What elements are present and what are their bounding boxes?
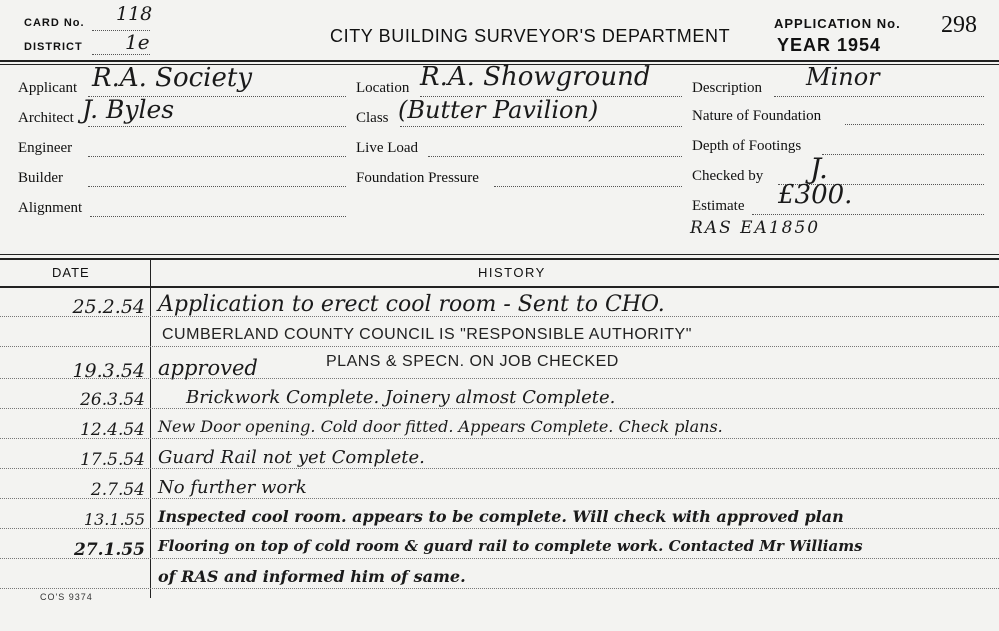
live-load-label: Live Load — [356, 140, 419, 156]
row-line — [0, 346, 999, 347]
page-title: CITY BUILDING SURVEYOR'S DEPARTMENT — [330, 26, 731, 46]
location-label: Location — [356, 80, 410, 96]
date-header: DATE — [52, 265, 90, 280]
foundation-pressure-label: Foundation Pressure — [356, 170, 479, 186]
history-entry: Inspected cool room. appears to be complete. Will check with approved plan — [158, 507, 844, 526]
row-line — [0, 498, 999, 499]
year-label: YEAR 1954 — [777, 35, 882, 55]
history-date: 25.2.54 — [72, 296, 145, 318]
history-date: 2.7.54 — [90, 480, 145, 500]
live-load-line — [428, 156, 682, 157]
foundation-pressure-line — [494, 186, 682, 187]
row-line — [0, 558, 999, 559]
alignment-line — [90, 216, 346, 217]
depth-line — [822, 154, 984, 155]
class-label: Class — [356, 110, 389, 126]
description-label: Description — [692, 80, 762, 96]
architect-label: Architect — [18, 110, 74, 126]
row-line — [0, 408, 999, 409]
history-entry: New Door opening. Cold door fitted. Appears Complete. Check plans. — [158, 417, 723, 436]
application-no-label: APPLICATION No. — [774, 16, 901, 31]
application-no-value: 298 — [941, 12, 977, 38]
history-entry: Application to erect cool room - Sent to CHO. — [158, 292, 665, 317]
architect-value: J. Byles — [82, 95, 175, 124]
nature-line — [845, 124, 984, 125]
engineer-line — [88, 156, 346, 157]
depth-of-footings-label: Depth of Footings — [692, 138, 802, 154]
history-date: 17.5.54 — [80, 450, 145, 470]
history-date: 12.4.54 — [80, 420, 145, 440]
row-line — [0, 528, 999, 529]
district-value: 1e — [125, 30, 150, 54]
row-line — [0, 468, 999, 469]
row-line — [0, 438, 999, 439]
history-header: HISTORY — [478, 265, 546, 280]
history-stamp: PLANS & SPECN. ON JOB CHECKED — [326, 353, 619, 370]
architect-line — [88, 126, 346, 127]
checked-by-label: Checked by — [692, 168, 764, 184]
district-label: DISTRICT — [24, 41, 83, 53]
district-line — [92, 54, 150, 55]
estimate-value: £300. — [778, 180, 853, 210]
description-line — [774, 96, 984, 97]
history-top-rule — [0, 254, 999, 255]
card-no-value: 118 — [116, 3, 153, 25]
estimate-line — [752, 214, 984, 215]
history-date: 27.1.55 — [74, 540, 145, 560]
estimate-label: Estimate — [692, 198, 745, 214]
row-line — [0, 588, 999, 589]
history-date: 19.3.54 — [72, 360, 145, 382]
builder-label: Builder — [18, 170, 63, 186]
history-entry: Guard Rail not yet Complete. — [158, 447, 425, 468]
history-date: 26.3.54 — [80, 390, 145, 410]
history-entry: No further work — [158, 477, 307, 498]
form-code: CO'S 9374 — [40, 592, 93, 602]
checked-by-value: J. — [810, 152, 828, 185]
history-date: 13.1.55 — [83, 510, 145, 529]
ras-reference: RAS EA1850 — [690, 218, 821, 238]
applicant-label: Applicant — [18, 80, 78, 96]
class-line — [400, 126, 682, 127]
alignment-label: Alignment — [18, 200, 83, 216]
date-column-divider — [150, 258, 151, 598]
history-entry: Brickwork Complete. Joinery almost Complete. — [186, 387, 616, 408]
description-value: Minor — [806, 63, 880, 91]
history-entry: approved — [158, 356, 258, 380]
class-value: (Butter Pavilion) — [398, 96, 599, 124]
history-entry: Flooring on top of cold room & guard rail to complete work. Contacted Mr Williams — [158, 537, 863, 555]
card-no-label: CARD No. — [24, 17, 85, 29]
history-stamp: CUMBERLAND COUNTY COUNCIL IS "RESPONSIBLE AUTHORITY" — [162, 326, 692, 343]
row-line — [0, 378, 999, 379]
history-entry: of RAS and informed him of same. — [158, 567, 466, 586]
nature-of-foundation-label: Nature of Foundation — [692, 108, 822, 124]
applicant-value: R.A. Society — [92, 63, 253, 93]
location-value: R.A. Showground — [420, 62, 651, 92]
builder-line — [88, 186, 346, 187]
engineer-label: Engineer — [18, 140, 73, 156]
